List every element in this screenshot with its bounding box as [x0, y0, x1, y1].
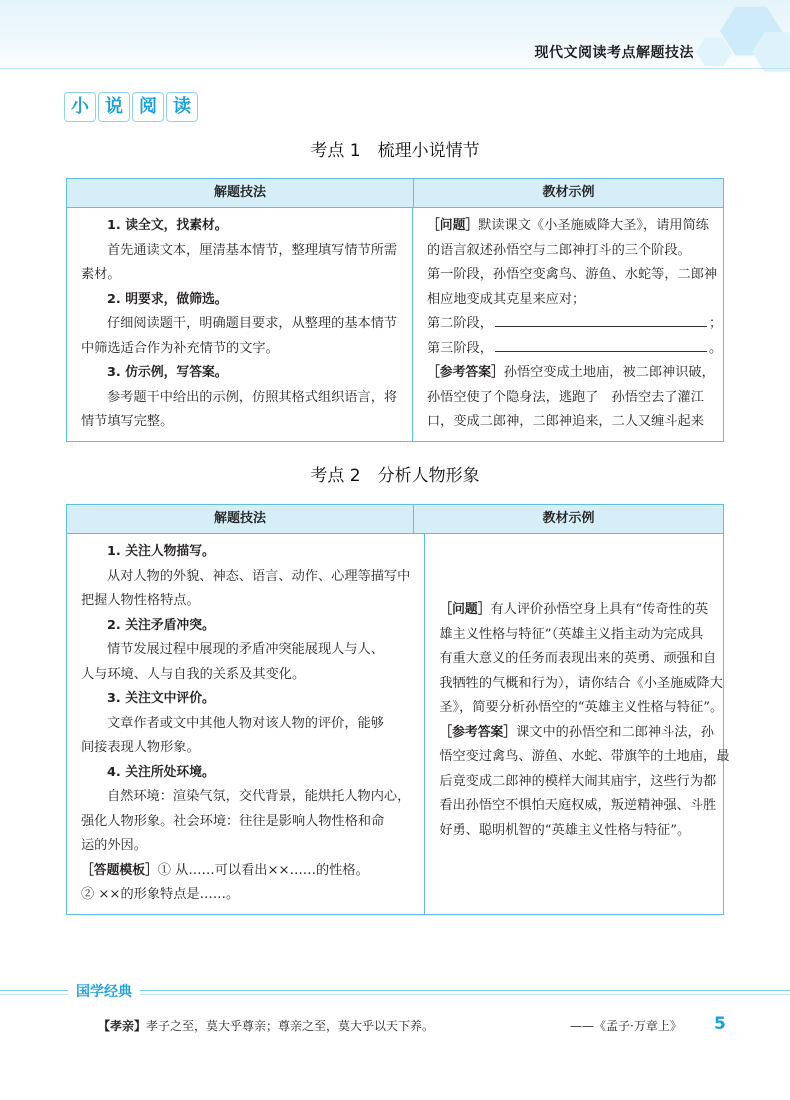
- answer-blank: [495, 312, 707, 327]
- step-text: 运的外因。: [81, 838, 147, 853]
- section-heading: [64, 92, 200, 120]
- section-char: 说: [98, 92, 130, 122]
- answer-text: 后竟变成二郎神的模样大闹其庙宇，这些行为都: [439, 773, 717, 789]
- section-char: 小: [64, 92, 96, 122]
- step-text: 从对人物的外貌、神态、语言、动作、心理等描写中: [107, 568, 411, 584]
- table-header: [67, 179, 723, 208]
- step-text: 情节发展过程中展现的矛盾冲突能展现人与人、: [107, 642, 384, 657]
- step-text: 文章作者或文中其他人物对该人物的评价，能够: [107, 715, 384, 731]
- step-title: 3. 仿示例，写答案。: [107, 365, 228, 380]
- answer-tag: ［参考答案］: [439, 724, 517, 740]
- answer-blank: [495, 337, 707, 352]
- page-number: 5: [714, 1014, 726, 1034]
- column-header-example: 教材示例: [542, 185, 595, 200]
- example-cell: [425, 534, 741, 914]
- stage-punct: ；: [708, 316, 723, 331]
- example-cell: [413, 208, 734, 441]
- answer-text: 口，变成二郎神，二郎神追来，二人又缠斗起来: [427, 414, 704, 429]
- answer-text: 好勇、聪明机智的“英雄主义性格与特征”。: [439, 822, 691, 838]
- step-title: 3. 关注文中评价。: [107, 691, 215, 706]
- question-text: 有人评价孙悟空身上具有“传奇性的英: [490, 602, 709, 617]
- kaodian2-table: [66, 504, 730, 915]
- stage-label: 第三阶段，: [427, 340, 493, 356]
- footer-quote: [98, 1017, 434, 1034]
- step-text: 首先通读文本，厘清基本情节，整理填写情节所需: [107, 242, 398, 258]
- quote-tag: 【孝亲】: [98, 1019, 147, 1033]
- step-text: 把握人物性格特点。: [81, 593, 200, 608]
- question-tag: ［问题］: [427, 218, 479, 233]
- template-tag: ［答题模板］: [81, 862, 158, 878]
- quote-text: 孝子之至，莫大乎尊亲；尊亲之至，莫大乎以天下养。: [146, 1019, 435, 1033]
- answer-text: 看出孙悟空不惧怕天庭权威，叛逆精神强、斗胜: [439, 798, 717, 813]
- kaodian1-title: 考点 1 梳理小说情节: [310, 141, 480, 161]
- step-title: 2. 关注矛盾冲突。: [107, 617, 215, 633]
- kaodian1-table: [66, 178, 724, 442]
- question-text: 默读课文《小圣施威降大圣》，请用简练: [478, 218, 709, 233]
- step-text: 参考题干中给出的示例，仿照其格式组织语言，将: [107, 389, 398, 405]
- step-text: 素材。: [81, 267, 121, 282]
- column-header-method: 解题技法: [67, 179, 414, 207]
- question-text: 第一阶段，孙悟空变禽鸟、游鱼、水蛇等，二郎神: [427, 267, 718, 282]
- question-text: 我牺牲的气概和行为），请你结合《小圣施威降大: [439, 675, 723, 691]
- kaodian2-title: 考点 2 分析人物形象: [310, 466, 480, 486]
- step-text: 仔细阅读题干，明确题目要求，从整理的基本情节: [107, 316, 398, 331]
- step-text: 情节填写完整。: [81, 414, 174, 429]
- answer-text: 孙悟空使了个隐身法，逃跑了 孙悟空去了灌江: [427, 389, 704, 405]
- running-header: 现代文阅读考点解题技法: [534, 45, 694, 61]
- column-header-method: 解题技法: [67, 505, 414, 533]
- question-text: 雄主义性格与特征”（英雄主义指主动为完成具: [439, 626, 704, 642]
- section-char: 阅: [132, 92, 164, 122]
- section-char: 读: [166, 92, 198, 122]
- answer-text: 悟空变过禽鸟、游鱼、水蛇、带旗竿的土地庙，最: [439, 749, 730, 764]
- step-text: 中筛选适合作为补充情节的文字。: [81, 340, 279, 356]
- method-cell: [67, 534, 425, 914]
- answer-tag: ［参考答案］: [427, 365, 504, 380]
- step-text: 自然环境：渲染气氛，交代背景，能烘托人物内心，: [107, 789, 411, 804]
- step-text: 人与环境、人与自我的关系及其变化。: [81, 666, 306, 682]
- column-header-example: 教材示例: [542, 511, 595, 526]
- question-text: 有重大意义的任务而表现出来的英勇、顽强和自: [439, 651, 717, 666]
- step-text: 强化人物形象。社会环境：往往是影响人物性格和命: [81, 813, 385, 829]
- footer-label: 国学经典: [68, 981, 140, 1001]
- quote-source: ——《孟子·万章上》: [570, 1019, 682, 1033]
- step-title: 2. 明要求，做筛选。: [107, 291, 228, 307]
- answer-text: 孙悟空变成土地庙，被二郎神识破，: [503, 365, 715, 380]
- template-text: ② ××的形象特点是……。: [81, 887, 240, 902]
- method-cell: [67, 208, 413, 441]
- step-title: 4. 关注所处环境。: [107, 764, 215, 780]
- step-title: 1. 读全文，找素材。: [107, 218, 228, 233]
- step-title: 1. 关注人物描写。: [107, 544, 215, 559]
- header-rule: [0, 68, 790, 69]
- question-tag: ［问题］: [439, 602, 491, 617]
- question-text: 相应地变成其克星来应对；: [427, 291, 586, 307]
- stage-punct: 。: [708, 340, 723, 356]
- table-body: [67, 534, 730, 914]
- table-body: [67, 208, 723, 441]
- stage-label: 第二阶段，: [427, 316, 493, 331]
- template-text: ① 从……可以看出××……的性格。: [157, 862, 369, 878]
- step-text: 间接表现人物形象。: [81, 740, 200, 755]
- question-text: 圣》，简要分析孙悟空的“英雄主义性格与特征”。: [439, 700, 724, 715]
- table-header: [67, 505, 723, 534]
- answer-text: 课文中的孙悟空和二郎神斗法，孙: [516, 724, 714, 740]
- question-text: 的语言叙述孙悟空与二郎神打斗的三个阶段。: [427, 242, 691, 258]
